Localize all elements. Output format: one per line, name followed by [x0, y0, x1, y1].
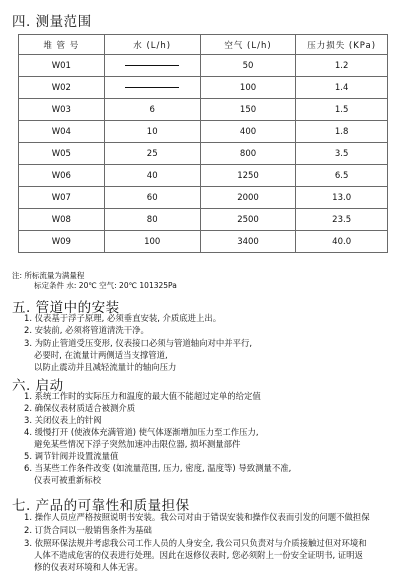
startup-item-continued: 仪表可被重新标校 [34, 475, 101, 485]
cell-water: 25 [104, 143, 200, 165]
cell-water: 100 [104, 231, 200, 253]
cell-air: 150 [200, 99, 296, 121]
cell-water [104, 55, 200, 77]
table-row [19, 187, 388, 209]
startup-item-continued: 避免某些情况下浮子突然加速冲击限位器, 损坏测量部件 [34, 439, 241, 449]
table-row [19, 209, 388, 231]
install-item-continued: 以防止震动并且减轻流量计的轴向压力 [34, 362, 177, 372]
cell-water: 80 [104, 209, 200, 231]
reliability-item: 3. 依照环保法规并考虑我公司工作人员的人身安全, 我公司只负责对与介质接触过但对环境和 [24, 538, 367, 548]
cell-tube: W07 [19, 187, 105, 209]
table-row [19, 231, 388, 253]
cell-water: 10 [104, 121, 200, 143]
cell-water [104, 77, 200, 99]
section-title-startup: 六. 启动 [12, 378, 64, 394]
install-item: 2. 安装前, 必须将管道清洗干净。 [24, 325, 149, 335]
section-title-installation: 五. 管道中的安装 [12, 300, 120, 316]
cell-pressure: 1.2 [296, 55, 388, 77]
table-row [19, 55, 388, 77]
cell-tube: W08 [19, 209, 105, 231]
install-item: 3. 为防止管道受压变形, 仪表接口必须与管道轴向对中并平行, [24, 338, 253, 348]
startup-item: 5. 调节针阀并设置流量值 [24, 451, 119, 461]
startup-item: 3. 关闭仪表上的针阀 [24, 415, 102, 425]
table-row [19, 165, 388, 187]
table-row [19, 143, 388, 165]
cell-pressure: 40.0 [296, 231, 388, 253]
reliability-item: 1. 操作人员应严格按照说明书安装。我公司对由于错误安装和操作仪表而引发的问题不做担保 [24, 512, 370, 522]
cell-tube: W04 [19, 121, 105, 143]
cell-tube: W02 [19, 77, 105, 99]
cell-pressure: 6.5 [296, 165, 388, 187]
cell-pressure: 3.5 [296, 143, 388, 165]
cell-air: 2500 [200, 209, 296, 231]
cell-pressure: 1.4 [296, 77, 388, 99]
cell-air: 2000 [200, 187, 296, 209]
cell-tube: W05 [19, 143, 105, 165]
cell-air: 400 [200, 121, 296, 143]
cell-water: 60 [104, 187, 200, 209]
table-note-calibration: 标定条件 水: 20℃ 空气: 20℃ 101325Pa [34, 281, 177, 290]
table-header-row [19, 35, 388, 55]
cell-air: 100 [200, 77, 296, 99]
startup-item: 1. 系统工作时的实际压力和温度的最大值不能超过定单的给定值 [24, 391, 261, 401]
measurement-range-table [18, 34, 388, 253]
header-pressure-loss: 压力损失 (KPa) [296, 35, 388, 55]
no-value-dash [125, 65, 179, 66]
table-row [19, 121, 388, 143]
cell-water: 40 [104, 165, 200, 187]
startup-item: 4. 缓慢打开 (使液体充满管道) 使气体逐渐增加压力至工作压力, [24, 427, 259, 437]
cell-water: 6 [104, 99, 200, 121]
cell-air: 800 [200, 143, 296, 165]
cell-tube: W09 [19, 231, 105, 253]
section-title-reliability: 七. 产品的可靠性和质量担保 [12, 498, 190, 514]
cell-air: 3400 [200, 231, 296, 253]
cell-pressure: 1.5 [296, 99, 388, 121]
cell-air: 1250 [200, 165, 296, 187]
cell-pressure: 13.0 [296, 187, 388, 209]
install-item-continued: 必要时, 在流量计两侧适当支撑管道, [34, 350, 168, 360]
table-row [19, 99, 388, 121]
startup-item: 6. 当某些工作条件改变 (如流量范围, 压力, 密度, 温度等) 导致测量不准, [24, 463, 292, 473]
cell-tube: W03 [19, 99, 105, 121]
startup-item: 2. 确保仪表材质适合被测介质 [24, 403, 136, 413]
install-item: 1. 仪表基于浮子原理, 必须垂直安装, 介质底进上出。 [24, 313, 222, 323]
header-tube-number: 堆 管 号 [19, 35, 105, 55]
reliability-item-continued: 人体不造成危害的仪表进行处理。因此在返修仪表时, 您必须附上一份安全证明书, 证明返 [34, 550, 363, 560]
cell-tube: W06 [19, 165, 105, 187]
reliability-item-continued: 修的仪表对环境和人体无害。 [34, 562, 143, 572]
cell-pressure: 23.5 [296, 209, 388, 231]
reliability-item: 2. 订货合同以一般销售条件为基础 [24, 525, 152, 535]
cell-air: 50 [200, 55, 296, 77]
header-water-flow: 水 (L/h) [104, 35, 200, 55]
cell-pressure: 1.8 [296, 121, 388, 143]
no-value-dash [125, 87, 179, 88]
table-note-full-scale: 注: 所标流量为满量程 [12, 271, 85, 280]
cell-tube: W01 [19, 55, 105, 77]
section-title-measurement-range: 四. 测量范围 [12, 14, 92, 30]
header-air-flow: 空气 (L/h) [200, 35, 296, 55]
table-row [19, 77, 388, 99]
